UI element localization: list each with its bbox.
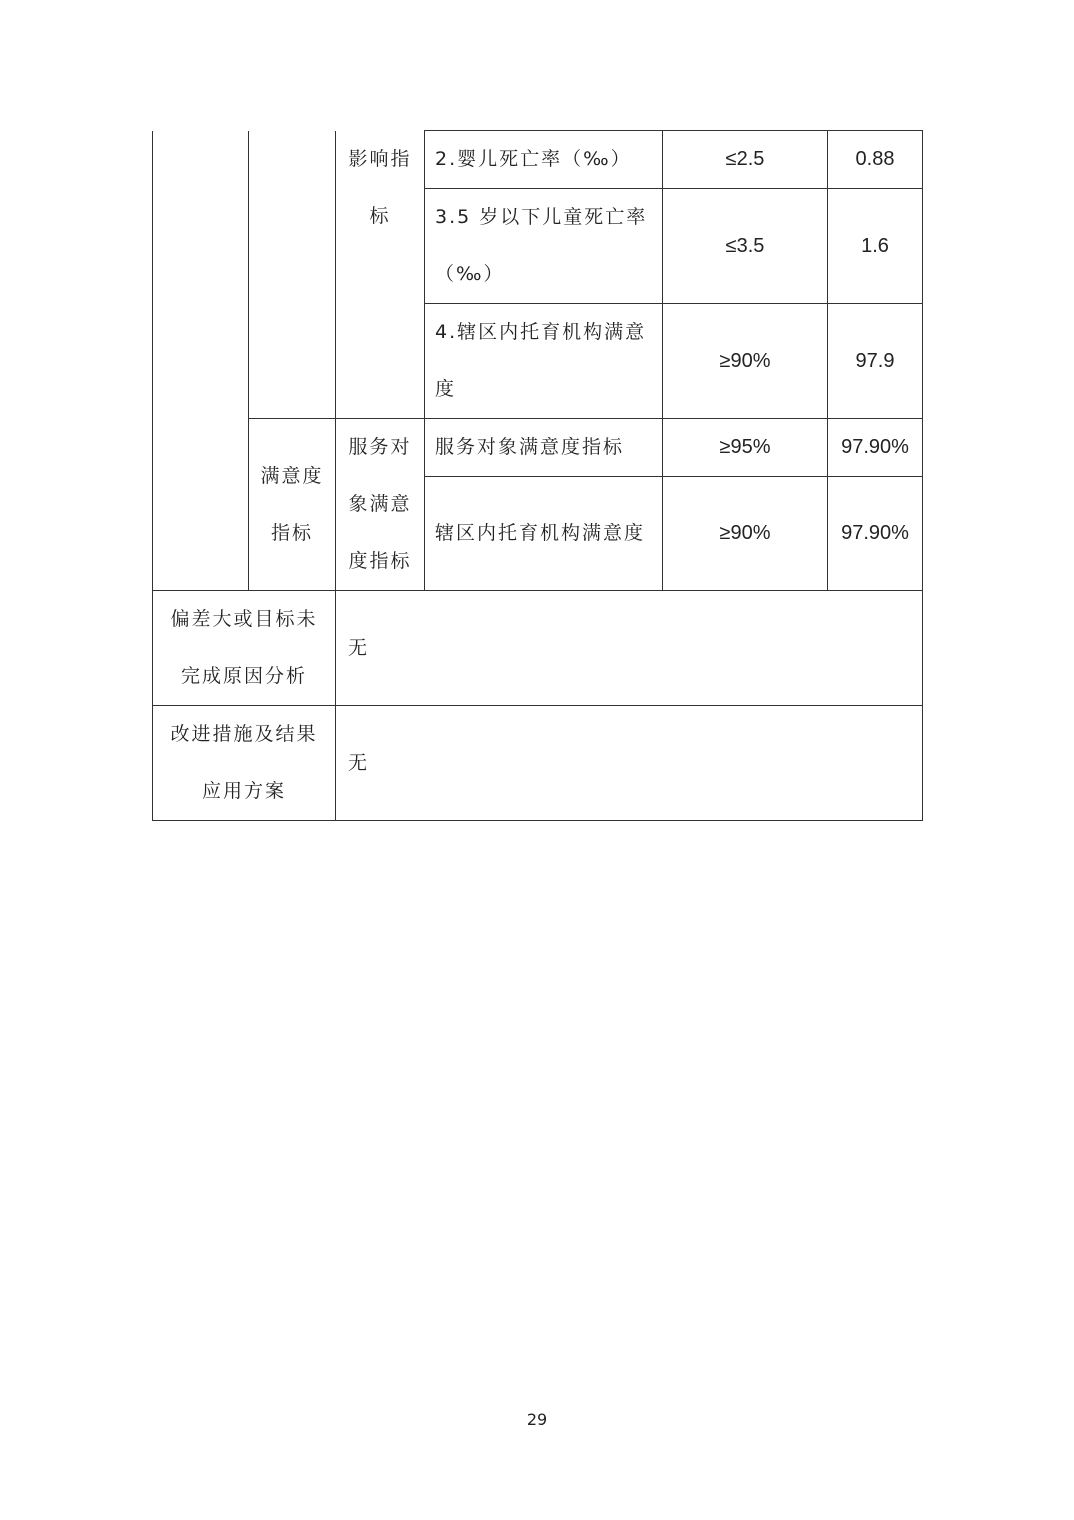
level1-cell [153,131,249,591]
satisfaction-level2-cell: 满意度指标 [249,419,336,591]
table-row [153,706,923,821]
improvement-value-cell: 无 [336,706,923,821]
indicator-cell: 辖区内托育机构满意度 [425,477,663,591]
indicator-cell: 4.辖区内托育机构满意度 [425,304,663,419]
target-cell: ≤3.5 [663,189,828,304]
indicator-cell: 2.婴儿死亡率（‰） [425,131,663,189]
actual-cell: 97.90% [828,477,923,591]
performance-table [152,130,923,821]
actual-cell: 1.6 [828,189,923,304]
target-cell: ≥95% [663,419,828,477]
deviation-label-cell: 偏差大或目标未完成原因分析 [153,591,336,706]
impact-category-cell: 影响指标 [336,131,425,419]
satisfaction-level3-cell: 服务对象满意度指标 [336,419,425,591]
indicator-cell: 服务对象满意度指标 [425,419,663,477]
actual-cell: 0.88 [828,131,923,189]
level2-cell-blank [249,131,336,419]
actual-cell: 97.9 [828,304,923,419]
table-row [153,419,923,477]
page-number: 29 [526,1410,548,1429]
improvement-label-cell: 改进措施及结果应用方案 [153,706,336,821]
actual-cell: 97.90% [828,419,923,477]
table-row [153,591,923,706]
target-cell: ≤2.5 [663,131,828,189]
target-cell: ≥90% [663,477,828,591]
indicator-cell: 3.5 岁以下儿童死亡率（‰） [425,189,663,304]
table-row [153,131,923,189]
deviation-value-cell: 无 [336,591,923,706]
target-cell: ≥90% [663,304,828,419]
